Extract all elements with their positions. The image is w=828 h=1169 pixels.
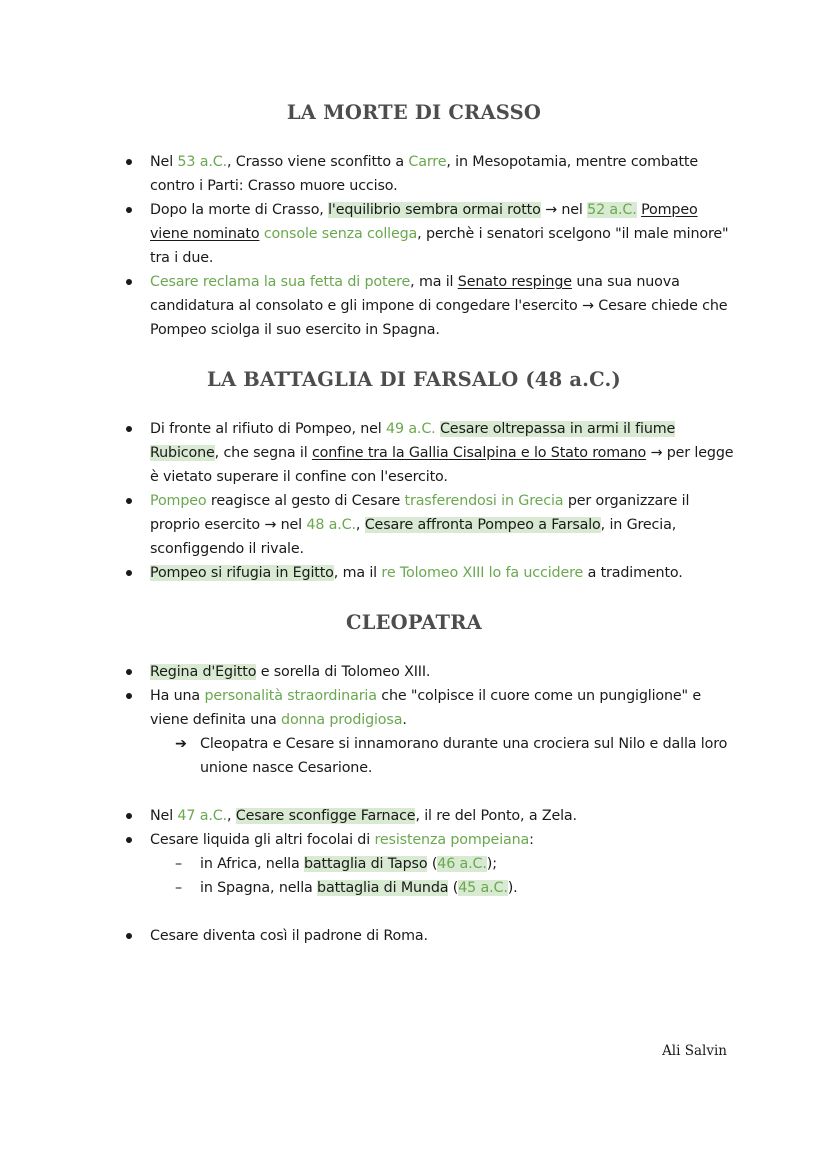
section-title-battaglia-farsalo: LA BATTAGLIA DI FARSALO (48 a.C.) bbox=[207, 368, 621, 391]
author-signature: Ali Salvin bbox=[662, 1043, 727, 1059]
list-item: Di fronte al rifiuto di Pompeo, nel 49 a.C. Cesare oltrepassa in armi il fiume Rubicone, che segna il confine tra la Gallia Cisalpina e lo Stato romano → per legge è vietato superare il confine con l'esercito. bbox=[0, 417, 740, 489]
list-item: Cesare liquida gli altri focolai di resistenza pompeiana: bbox=[0, 828, 740, 852]
list-item: Nel 47 a.C., Cesare sconfigge Farnace, il re del Ponto, a Zela. bbox=[0, 804, 740, 828]
list-item: Nel 53 a.C., Crasso viene sconfitto a Carre, in Mesopotamia, mentre combatte contro i Parti: Crasso muore ucciso. bbox=[0, 150, 740, 198]
arrow-icon: ➔ bbox=[175, 736, 187, 752]
dash-marker: – bbox=[175, 856, 182, 872]
bullet-list-conclusion bbox=[0, 924, 740, 948]
list-item: Cesare reclama la sua fetta di potere, ma il Senato respinge una sua nuova candidatura al consolato e gli impone di congedare l'esercito → Cesare chiede che Pompeo sciolga il suo esercito in Spagna. bbox=[0, 270, 740, 342]
bullet-list-cesare bbox=[0, 804, 740, 900]
list-item: Pompeo si rifugia in Egitto, ma il re Tolomeo XIII lo fa uccidere a tradimento. bbox=[0, 561, 740, 585]
section-title-morte-crasso: LA MORTE DI CRASSO bbox=[286, 101, 542, 124]
dash-marker: – bbox=[175, 880, 182, 896]
list-item: Regina d'Egitto e sorella di Tolomeo XIII. bbox=[0, 660, 740, 684]
bullet-list-farsalo bbox=[0, 417, 740, 585]
list-item: Pompeo reagisce al gesto di Cesare trasferendosi in Grecia per organizzare il proprio esercito → nel 48 a.C., Cesare affronta Pompeo a Farsalo, in Grecia, sconfiggendo il rivale. bbox=[0, 489, 740, 561]
dash-item: – in Africa, nella battaglia di Tapso (46 a.C.); bbox=[0, 852, 730, 876]
bullet-list-cleopatra bbox=[0, 660, 740, 780]
list-item: Cesare diventa così il padrone di Roma. bbox=[0, 924, 740, 948]
section-title-cleopatra: CLEOPATRA bbox=[345, 611, 483, 634]
list-item: Dopo la morte di Crasso, l'equilibrio sembra ormai rotto → nel 52 a.C. Pompeo viene nominato console senza collega, perchè i senatori scelgono "il male minore" tra i due. bbox=[0, 198, 740, 270]
dash-item: – in Spagna, nella battaglia di Munda (45 a.C.). bbox=[0, 876, 730, 900]
list-item: Ha una personalità straordinaria che "colpisce il cuore come un pungiglione" e viene definita una donna prodigiosa. bbox=[0, 684, 740, 732]
arrow-item: ➔ Cleopatra e Cesare si innamorano durante una crociera sul Nilo e dalla loro unione nasce Cesarione. bbox=[0, 732, 730, 780]
bullet-list-crasso bbox=[0, 150, 740, 342]
